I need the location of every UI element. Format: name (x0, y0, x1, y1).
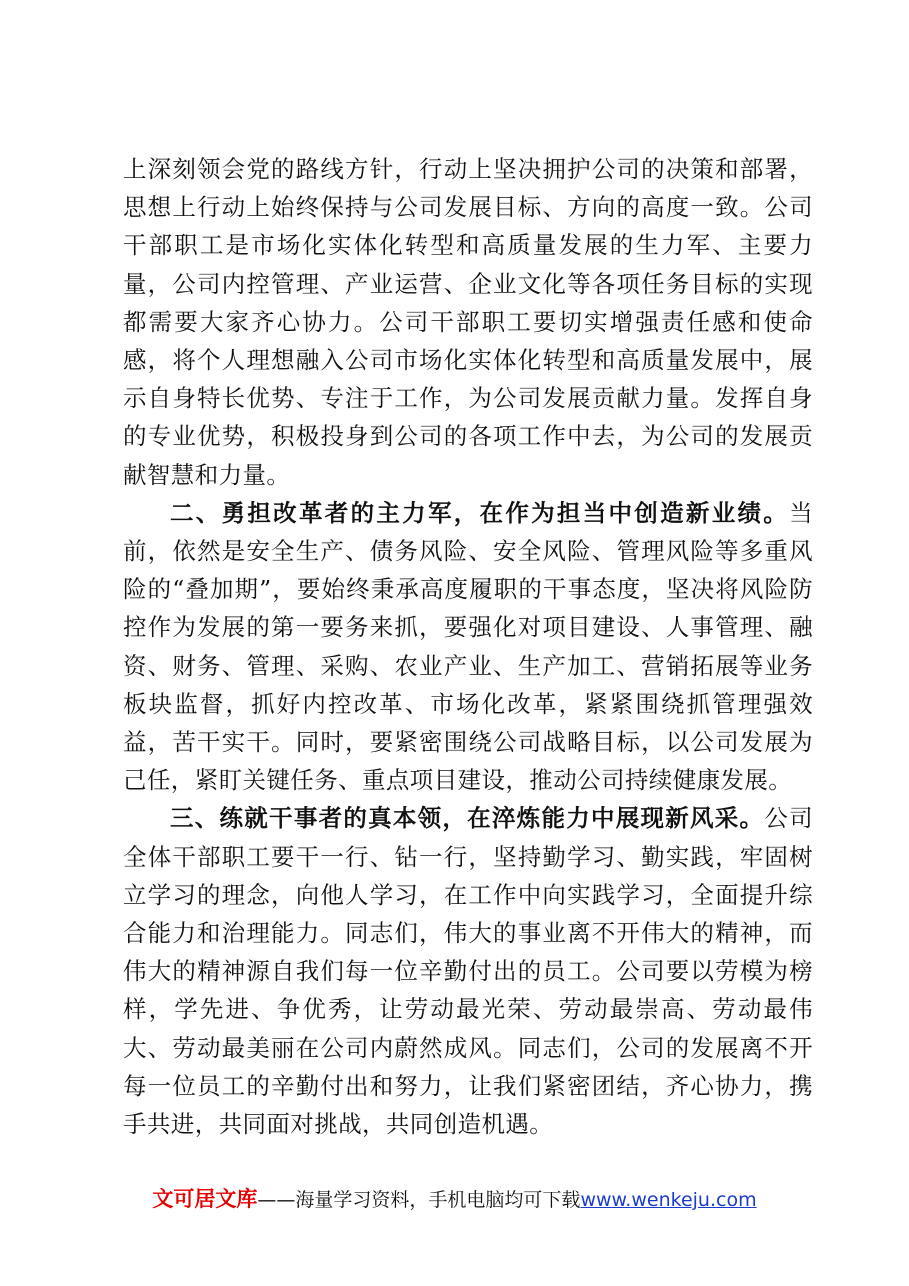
footer-brand: 文可居文库 (152, 1187, 258, 1211)
paragraph-1 (123, 150, 813, 494)
paragraph-2-text: 当前，依然是安全生产、债务风险、安全风险、管理风险等多重风险的“叠加期”，要始终秉承高度履职的干事态度，坚决将风险防控作为发展的第一要务来抓，要强化对项目建设、人事管理、融资、财务、管理、采购、农业产业、生产加工、营销拓展等业务板块监督，抓好内控改革、市场化改革，紧紧围绕抓管理强效益，苦干实干。同时，要紧密围绕公司战略目标，以公司发展为己任，紧盯关键任务、重点项目建设，推动公司持续健康发展。 (123, 498, 813, 795)
section-two-heading: 二、勇担改革者的主力军，在作为担当中创造新业绩。 (170, 498, 790, 527)
section-three-heading: 三、练就干事者的真本领，在淬炼能力中展现新风采。 (170, 804, 765, 833)
footer-slogan: ——海量学习资料，手机电脑均可下载 (257, 1189, 581, 1211)
paragraph-3-text: 公司全体干部职工要干一行、钻一行，坚持勤学习、勤实践，牢固树立学习的理念，向他人学习，在工作中向实践学习，全面提升综合能力和治理能力。同志们，伟大的事业离不开伟大的精神，而伟大的精神源自我们每一位辛勤付出的员工。公司要以劳模为榜样，学先进、争优秀，让劳动最光荣、劳动最崇高、劳动最伟大、劳动最美丽在公司内蔚然成风。同志们，公司的发展离不开每一位员工的辛勤付出和努力，让我们紧密团结，齐心协力，携手共进，共同面对挑战，共同创造机遇。 (123, 804, 813, 1139)
paragraph-3 (123, 799, 813, 1143)
footer-site-link[interactable]: www.wenkeju.com (580, 1189, 757, 1211)
paragraph-2 (123, 494, 813, 800)
document-body (123, 150, 813, 1143)
paragraph-1-text: 上深刻领会党的路线方针，行动上坚决拥护公司的决策和部署，思想上行动上始终保持与公司发展目标、方向的高度一致。公司干部职工是市场化实体化转型和高质量发展的生力军、主要力量，公司内控管理、产业运营、企业文化等各项任务目标的实现都需要大家齐心协力。公司干部职工要切实增强责任感和使命感，将个人理想融入公司市场化实体化转型和高质量发展中，展示自身特长优势、专注于工作，为公司发展贡献力量。发挥自身的专业优势，积极投身到公司的各项工作中去，为公司的发展贡献智慧和力量。 (123, 155, 813, 489)
footer-banner (0, 1183, 909, 1213)
